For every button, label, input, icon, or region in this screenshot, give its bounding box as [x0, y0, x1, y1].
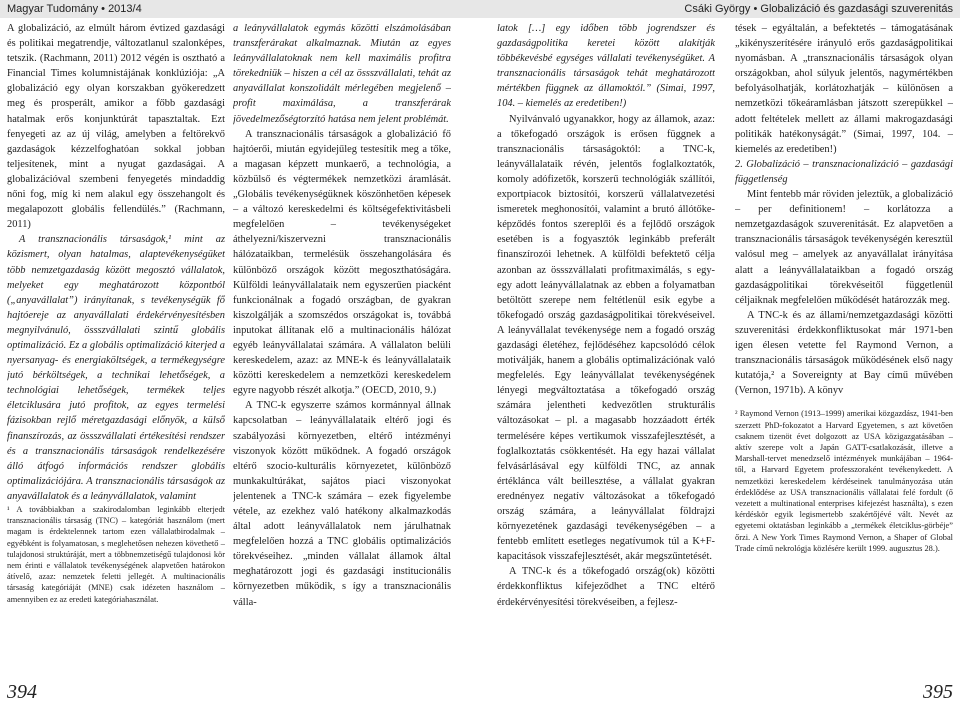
- paragraph: tések – egyáltalán, a befektetés – támogatásának „kikényszerítésére irányuló erős gazdaságpolitikai nyomásban. A „transznacionális társaságok olyan országokban, ahol súlyuk jelentős, nagymértékben befolyásolhatják, korlátozhatják – különösen a nemzetközi tőkeáramlásban játszott szerepükkel – adott feltételek mellett az állami makrogazdasági politikák hatékonyságát.” (Simai, 1997, 104. – kiemelés az eredetiben!): [735, 23, 953, 155]
- paragraph: Nyilvánvaló ugyanakkor, hogy az államok, azaz: a tőkefogadó országok is erősen függnek a transznacionális társaságoktól: a TNC-k, leányvállalataik révén, jelentős foglalkoztatók, komoly adófizetők, korszerű technológiák szállítói, exportpiacok biztosítói, korszerű vállalatvezetési ismeretek meghonosítói, valamint a brutó állótőke-képződés fontos szereplői és a fejlődő országok esetében is a fogyasztók leginkább preferált finanszírozói lehetnek. A külföldi befektető célja azonban az össszvállalati profitmaximálás, s egy-egy adott leányvállalatnak az ebben a folyamatban betöltött szerepe nem feltétlenül esik egybe a tőkefogadó ország gazdaságpolitikai törekvéseivel. A leányvállalat tevékenysége nem a fogadó ország gazdasági életéhez, fejlődéséhez kapcsolódó célok motiválják, hanem a globális optimalizációnak való megfelelés. Egy leányvállalat tevékenységének lényegi megváltoztatása a tőkefogadó ország számára jelentheti kedvezőtlen strukturális változásokat – pl. a magasabb hozzáadott érték termelésére képes vertikumok visszafejlesztését, a foglalkoztatás csökkentését. Ha egy hazai vállalat felvásárlásával egy külföldi TNC, az annak értéklánca vált beillesztése, a vállalat gyakran erednényez negatív változásokat a tőkefogadó ország számára, a leányvállalat földrajzi környezetének gazdasági tevékenységében – a fentebb említett esetleges negatívumok túl a K+F-kapacitások visszafejlesztését, akár megszűntetését.: [497, 113, 715, 563]
- section-title: 2. Globalizáció – transznacionalizáció – gazdasági függetlenség: [735, 158, 953, 185]
- column-4: [735, 21, 953, 661]
- column-3: [497, 21, 715, 661]
- running-header-right: [480, 0, 960, 18]
- paragraph: A TNC-k egyszerre számos kormánnyal állnak kapcsolatban – leányvállalataik eltérő jogi és szabályozási környezetben, eltérő intézményi viszonyok között működnek. A fogadó országok eltérő szocio-kulturális környezetet, különböző munkakultúrákat, sajátos piaci viszonyokat jelentenek a TNC-k számára – ezek figyelembe vétele, az ezekhez való hatékony alkalmazkodás által adott leányvállalatok nem járulhatnak megfelelően hozzá a TNC globális optimalizációs törekvéseihez. „minden vállalat államok által meghatározott jogi és gazdasági institucionális környezetben működik, s így a transznacionális válla-: [233, 400, 451, 608]
- paragraph: A globalizáció, az elmúlt három évtized gazdasági és politikai megatrendje, változatlanul szalonképes, tetszik. (Rachmann, 2011) 2012 végén is osztható a Financial Times kolumnistájának konklúziója: „A globalizáció egy olyan korszakban gyökeredzett meg és prosperált, amikor a főbb gazdasági hatalmak erős konjunktúrát tapasztaltak. Ezt fenyegeti az az új világ, amelyben a feltörekvő gazdaságok kézzelfoghatóan sokkal jobban teljesítenek, mint a nyugat gazdaságai. A globalizációval szembeni fenyegetés mindaddig nőni fog, míg ki nem alakul egy összehangolt és megalapozott globális fellendülés.” (Rachmann, 2011): [7, 23, 225, 231]
- page-number-right: 395: [923, 681, 953, 703]
- paragraph: Mint fentebb már röviden jeleztük, a globalizáció – per definitionem! – korlátozza a nemzetgazdaságok szuverenitását. Ez alapvetően a transznacionális társaságok tevékenységén keresztül valósul meg – amelyek az anyavállalat irányítása alatt a leányvállalataikban a fogadó ország gazdaságpolitikai törekvéseitől függetlenül céljaiknak megfelelően működését határozzák meg.: [735, 189, 953, 306]
- paragraph-italic: a leányvállalatok egymás közötti elszámolásában transzferárakat alkalmaznak. Miután az egyes leányvállalatoknak nem kell maximális profitra törekedniük – hiszen a cél az össszvállalati, tehát az anyavállalat konszolidált mérlegében megjelenő – profit maximálása, a transzferárak jövedelmezőségtorzító hatása nem jelent problémát.: [233, 23, 451, 125]
- footnote-2: ² Raymond Vernon (1913–1999) amerikai közgazdász, 1941-ben szerzett PhD-fokozatot a Harvard Egyetemen, s azt követően csaknem tizenöt évet dolgozott az USA közigazgatásában – aktív szerepe volt a Japán GATT-csatlakozását, illetve a Marshall-tervet menedzselő intézmények munkájában – 1964-től, a Harvard Egyetem professzoraként tevékenykedett. A nemzetközi kereskedelem kérdéseinek tanulmányozása után érdeklődése az USA transznacionális vállalatai felé fordult (ő vezetett a multinational enterprises kifejezést használta), s ezen kérdéskör egyik legismertebb szakértőjévé vált. Nevét az egyetemi oktatásban leginkább a „termékek életciklus-görbéje” őrzi. A New York Times Raymond Vernon, a Shaper of Global Trade című nekrológja közlésére került 1999. augusztus 28.).: [735, 409, 953, 553]
- page-number-left: 394: [7, 681, 37, 703]
- paragraph: A TNC-k és a tőkefogadó ország(ok) közötti érdekkonfliktus kifejeződhet a TNC eltérő érdekérvényesítési törekvéseiben, a fejlesz-: [497, 566, 715, 608]
- footnote-1: ¹ A továbbiakban a szakirodalomban leginkább elterjedt transznacionális társaság (TNC) – kategóriát használom (mert magam is érdektelennek tartom ezen vállalatbirodalmak – egyébként is folyamatosan, s meglehetősen nehezen követhető – tulajdonosi struktúráját, mert a többnemzetiségű tulajdonosi kör nem érinti e vállalatok tevékenységének alapvetően határokon átívelő, azaz: nemzetek feletti jellegét. A multinacionális társaság kategóriáját (MNE) csak idézeten használom – amennyiben ez az eredeti kategóriahasználat.: [7, 505, 225, 604]
- column-1: [7, 21, 225, 661]
- paragraph: A TNC-k és az állami/nemzetgazdasági közötti szuverenitási érdekkonfliktusokat már 1971-ben igen élesen vetette fel Raymond Vernon, a transznacionális társaságok működésének első nagy kutatója,² a Sovereignty at Bay című művében (Vernon, 1971b). A könyv: [735, 309, 953, 397]
- paragraph-italic: A transznacionális társaságok,¹ mint az közismert, olyan hatalmas, alaptevékenységüket több nemzetgazdaság között megosztó vállalatok, melyeket egy meghatározott központból („anyavállalat”) irányítanak, s tevékenységük fő hajtóereje az anyavállalati érdekérvényesítésben megnyilvánuló, össszvállalati szintű globális optimalizáció. Ez a globális optimalizáció kiterjed a nyersanyag- és energiaköltségek, a termékegységre jutó bérköltségek, a technikai lehetőségek, a technológiai lehetőségek, termékek teljes életciklusára jutó profitok, az egyes termelési fázisokban rejlő méretgazdasági előnyök, a külső finanszírozás, az össszvállalati értékesítési rendszer és a transznacionális társaságok rendelkezésére álló átfogó információs rendszer globális optimalizációjára. A transznacionális társaságok az anyavállalatok és a leányvállalatok, valamint: [7, 234, 225, 502]
- running-header-left: [0, 0, 480, 18]
- paragraph-italic: latok […] egy időben több jogrendszer és gazdaságpolitika keretei között alakítják többékevésbé egységes vállalati tevékenységüket. A transznacionális társaságok tehát meghatározott mértékben függnek az államoktól.” (Simai, 1997, 104. – kiemelés az eredetiben!): [497, 23, 715, 110]
- header-right-text: Csáki György • Globalizáció és gazdasági szuverenitás: [684, 3, 953, 15]
- header-left-text: Magyar Tudomány • 2013/4: [7, 3, 142, 15]
- paragraph: A transznacionális társaságok a globalizáció fő hajtóerői, miután egyidejűleg testesítik meg a tőke, a magasan képzett munkaerő, a technológia, a közbülső és végtermékek nemzetközi áramlását. „Globális tevékenységüknek köszönhetően képesek – a változó kereskedelmi és költségefektivitásbeli megfelelően – tevékenységeket áthelyezni/kiszervezni transznacionális hálózataikban, termelésük összehangolására és különböző országok között megoszthatóságára. Külföldi leányvállalataik nem egyszerűen piacként funkcionálnak a fogadó országban, de gyakran kiszolgálják a szomszédos országokat is, továbbá inputokat állítanak elő a multinacionális hálózat egyéb leányvállalatai számára. A vállalaton belüli kereskedelem, azaz: az MNE-k és leányvállalataik közötti kereskedelem a nemzetközi kereskedelem egyre nagyobb részét alkotja.” (OECD, 2010, 9.): [233, 128, 451, 397]
- column-2: [233, 21, 451, 661]
